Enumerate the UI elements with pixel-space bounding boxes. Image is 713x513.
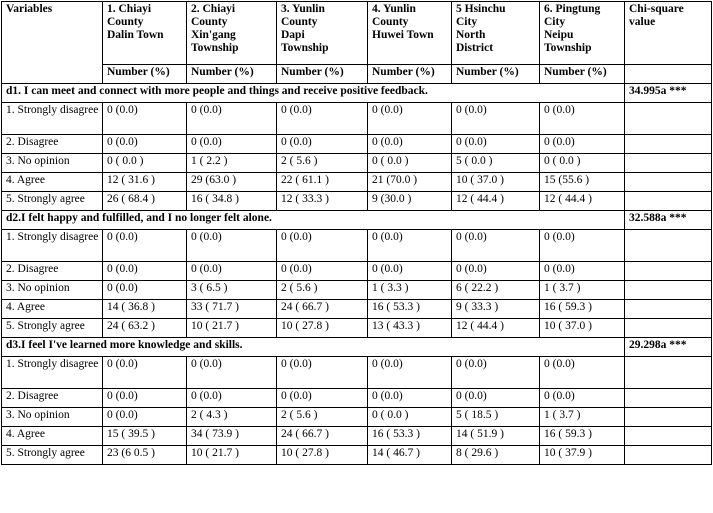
cell: 23 (6 0.5 ): [103, 446, 187, 465]
table-row: [2, 262, 712, 281]
cell: 0 (0.0): [103, 408, 187, 427]
chi-square-value: 29.298a ***: [625, 338, 712, 357]
cell: 6 ( 22.2 ): [452, 281, 540, 300]
table-row: [2, 103, 712, 135]
cell: 0 (0.0): [187, 135, 277, 154]
table-row: [2, 408, 712, 427]
cell: 14 ( 51.9 ): [452, 427, 540, 446]
cell: 15 (55.6 ): [540, 173, 625, 192]
header-chi-square: Chi-square value: [625, 2, 712, 65]
empty-cell: [625, 357, 712, 389]
row-label: 2. Disagree: [2, 262, 103, 281]
cell: 14 ( 36.8 ): [103, 300, 187, 319]
cell: 14 ( 46.7 ): [368, 446, 452, 465]
table-row: [2, 300, 712, 319]
cell: 0 (0.0): [540, 357, 625, 389]
empty-cell: [625, 192, 712, 211]
cell: 13 ( 43.3 ): [368, 319, 452, 338]
cell: 16 ( 34.8 ): [187, 192, 277, 211]
table-row: [2, 230, 712, 262]
cell: 1 ( 3.7 ): [540, 281, 625, 300]
empty-cell: [625, 135, 712, 154]
row-label: 1. Strongly disagree: [2, 103, 103, 135]
cell: 0 (0.0): [452, 262, 540, 281]
cell: 0 (0.0): [368, 357, 452, 389]
table-row: [2, 446, 712, 465]
cell: 12 ( 44.4 ): [452, 192, 540, 211]
section-title: d2.I felt happy and fulfilled, and I no longer felt alone.: [2, 211, 625, 230]
cell: 24 ( 66.7 ): [277, 300, 368, 319]
cell: 0 ( 0.0 ): [540, 154, 625, 173]
section-title: d3.I feel I've learned more knowledge and skills.: [2, 338, 625, 357]
cell: 0 (0.0): [277, 230, 368, 262]
cell: 0 (0.0): [103, 281, 187, 300]
row-label: 2. Disagree: [2, 389, 103, 408]
sub-header: Number (%): [540, 65, 625, 84]
cell: 0 (0.0): [452, 357, 540, 389]
cell: 0 (0.0): [368, 230, 452, 262]
cell: 34 ( 73.9 ): [187, 427, 277, 446]
row-label: 4. Agree: [2, 300, 103, 319]
empty-cell: [625, 427, 712, 446]
cell: 10 ( 37.0 ): [540, 319, 625, 338]
cell: 0 ( 0.0 ): [103, 154, 187, 173]
cell: 9 (30.0 ): [368, 192, 452, 211]
row-label: 3. No opinion: [2, 281, 103, 300]
cell: 0 (0.0): [103, 357, 187, 389]
table-row: [2, 154, 712, 173]
cell: 0 (0.0): [103, 230, 187, 262]
table-row: [2, 357, 712, 389]
table-row: [2, 135, 712, 154]
empty-cell: [625, 446, 712, 465]
table-row: [2, 427, 712, 446]
chi-square-value: 34.995a ***: [625, 84, 712, 103]
cell: 16 ( 53.3 ): [368, 300, 452, 319]
cell: 1 ( 2.2 ): [187, 154, 277, 173]
cell: 10 ( 21.7 ): [187, 319, 277, 338]
table-row: [2, 192, 712, 211]
cell: 26 ( 68.4 ): [103, 192, 187, 211]
cell: 10 ( 37.0 ): [452, 173, 540, 192]
empty-cell: [625, 281, 712, 300]
cell: 0 ( 0.0 ): [368, 408, 452, 427]
cell: 10 ( 21.7 ): [187, 446, 277, 465]
row-label: 3. No opinion: [2, 408, 103, 427]
cell: 8 ( 29.6 ): [452, 446, 540, 465]
cell: 0 (0.0): [103, 262, 187, 281]
row-label: 4. Agree: [2, 173, 103, 192]
cell: 2 ( 5.6 ): [277, 154, 368, 173]
row-label: 5. Strongly agree: [2, 446, 103, 465]
cell: 5 ( 0.0 ): [452, 154, 540, 173]
row-label: 1. Strongly disagree: [2, 230, 103, 262]
cell: 0 (0.0): [368, 262, 452, 281]
empty-cell: [625, 319, 712, 338]
cell: 0 (0.0): [452, 135, 540, 154]
cell: 0 (0.0): [277, 357, 368, 389]
empty-cell: [625, 300, 712, 319]
cell: 0 (0.0): [540, 230, 625, 262]
cell: 10 ( 27.8 ): [277, 446, 368, 465]
cell: 0 ( 0.0 ): [368, 154, 452, 173]
sub-header: Number (%): [277, 65, 368, 84]
cell: 0 (0.0): [368, 389, 452, 408]
cell: 0 (0.0): [187, 389, 277, 408]
sub-header: Number (%): [187, 65, 277, 84]
cell: 9 ( 33.3 ): [452, 300, 540, 319]
row-label: 2. Disagree: [2, 135, 103, 154]
empty-cell: [625, 408, 712, 427]
cell: 0 (0.0): [540, 103, 625, 135]
cell: 2 ( 4.3 ): [187, 408, 277, 427]
cell: 0 (0.0): [452, 389, 540, 408]
cell: 16 ( 53.3 ): [368, 427, 452, 446]
row-label: 5. Strongly agree: [2, 319, 103, 338]
sub-header-empty: [625, 65, 712, 84]
section-title: d1. I can meet and connect with more people and things and receive positive feedback.: [2, 84, 625, 103]
cell: 12 ( 44.4 ): [452, 319, 540, 338]
cell: 1 ( 3.3 ): [368, 281, 452, 300]
cell: 0 (0.0): [368, 103, 452, 135]
cell: 0 (0.0): [103, 389, 187, 408]
header-col-2: 2. Chiayi County Xin'gang Township: [187, 2, 277, 65]
row-label: 5. Strongly agree: [2, 192, 103, 211]
table-row: [2, 173, 712, 192]
cell: 0 (0.0): [187, 262, 277, 281]
cell: 0 (0.0): [452, 230, 540, 262]
header-col-5: 5 Hsinchu City North District: [452, 2, 540, 65]
header-col-1: 1. Chiayi County Dalin Town: [103, 2, 187, 65]
cell: 12 ( 33.3 ): [277, 192, 368, 211]
header-col-6: 6. Pingtung City Neipu Township: [540, 2, 625, 65]
cell: 0 (0.0): [277, 262, 368, 281]
row-label: 1. Strongly disagree: [2, 357, 103, 389]
sub-header: Number (%): [368, 65, 452, 84]
empty-cell: [625, 230, 712, 262]
cell: 0 (0.0): [277, 389, 368, 408]
cell: 0 (0.0): [103, 103, 187, 135]
cell: 2 ( 5.6 ): [277, 281, 368, 300]
header-col-3: 3. Yunlin County Dapi Township: [277, 2, 368, 65]
table-row: [2, 319, 712, 338]
table-row: [2, 281, 712, 300]
cell: 0 (0.0): [452, 103, 540, 135]
cell: 24 ( 63.2 ): [103, 319, 187, 338]
row-label: 3. No opinion: [2, 154, 103, 173]
cell: 1 ( 3.7 ): [540, 408, 625, 427]
cell: 15 ( 39.5 ): [103, 427, 187, 446]
table-row: [2, 389, 712, 408]
cell: 0 (0.0): [187, 230, 277, 262]
cell: 12 ( 44.4 ): [540, 192, 625, 211]
cell: 5 ( 18.5 ): [452, 408, 540, 427]
cell: 0 (0.0): [540, 135, 625, 154]
cell: 16 ( 59.3 ): [540, 427, 625, 446]
cell: 0 (0.0): [103, 135, 187, 154]
sub-header: Number (%): [103, 65, 187, 84]
survey-table: [1, 1, 712, 465]
cell: 0 (0.0): [187, 357, 277, 389]
cell: 0 (0.0): [277, 135, 368, 154]
empty-cell: [625, 103, 712, 135]
cell: 10 ( 27.8 ): [277, 319, 368, 338]
empty-cell: [625, 389, 712, 408]
header-variables: Variables: [2, 2, 103, 84]
cell: 22 ( 61.1 ): [277, 173, 368, 192]
cell: 0 (0.0): [368, 135, 452, 154]
cell: 29 (63.0 ): [187, 173, 277, 192]
empty-cell: [625, 173, 712, 192]
empty-cell: [625, 154, 712, 173]
cell: 33 ( 71.7 ): [187, 300, 277, 319]
chi-square-value: 32.588a ***: [625, 211, 712, 230]
row-label: 4. Agree: [2, 427, 103, 446]
header-col-4: 4. Yunlin County Huwei Town: [368, 2, 452, 65]
cell: 0 (0.0): [187, 103, 277, 135]
cell: 2 ( 5.6 ): [277, 408, 368, 427]
cell: 24 ( 66.7 ): [277, 427, 368, 446]
cell: 12 ( 31.6 ): [103, 173, 187, 192]
sub-header: Number (%): [452, 65, 540, 84]
cell: 16 ( 59.3 ): [540, 300, 625, 319]
cell: 0 (0.0): [540, 389, 625, 408]
cell: 3 ( 6.5 ): [187, 281, 277, 300]
cell: 21 (70.0 ): [368, 173, 452, 192]
empty-cell: [625, 262, 712, 281]
cell: 10 ( 37.9 ): [540, 446, 625, 465]
cell: 0 (0.0): [540, 262, 625, 281]
cell: 0 (0.0): [277, 103, 368, 135]
